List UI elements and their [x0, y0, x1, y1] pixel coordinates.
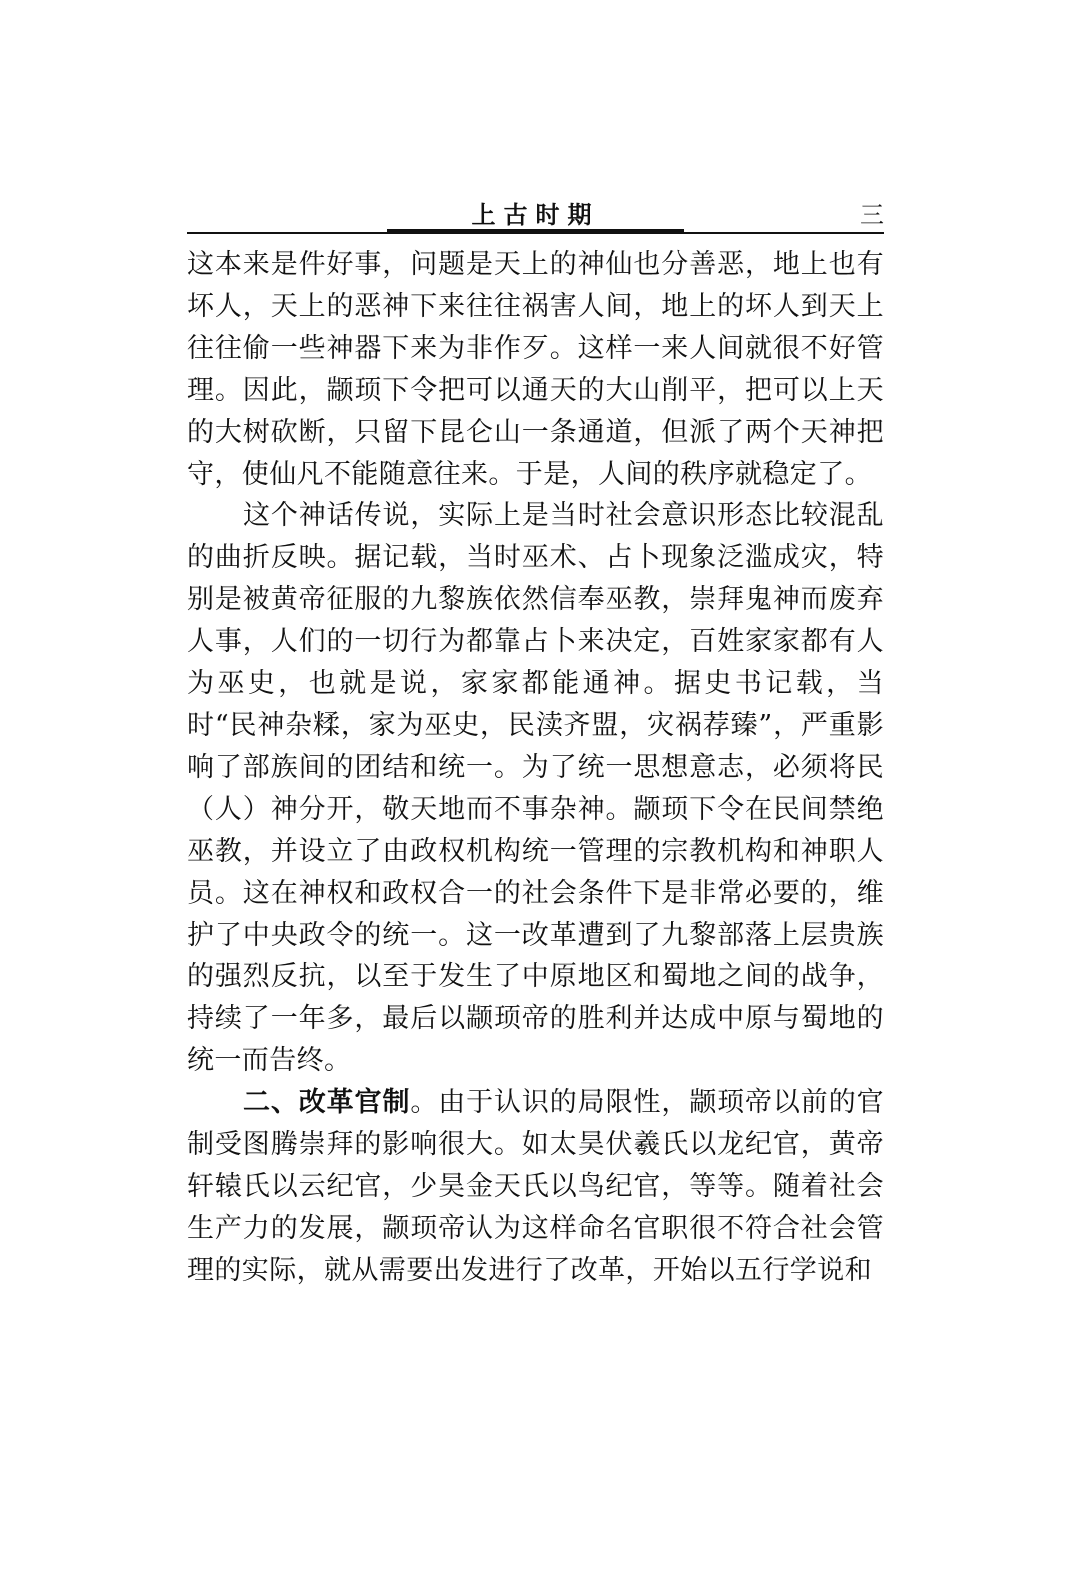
head-rule-thin	[187, 232, 884, 234]
section-heading: 二、改革官制	[243, 1087, 411, 1119]
page-number: 三	[860, 201, 884, 229]
paragraph-1: 这本来是件好事，问题是天上的神仙也分善恶，地上也有坏人，天上的恶神下来往往祸害人间，地上的坏人到天上往往偷一些神器下来为非作歹。这样一来人间就很不好管理。因此，颛顼下令把可以通天的大山削平，把可以上天的大树砍断，只留下昆仑山一条通道，但派了两个天神把守，使仙凡不能随意往来。于是，人间的秩序就稳定了。	[187, 249, 884, 490]
body-text	[187, 244, 884, 1292]
running-head-title: 上古时期	[471, 200, 600, 229]
paragraph-2: 这个神话传说，实际上是当时社会意识形态比较混乱的曲折反映。据记载，当时巫术、占卜现象泛滥成灾，特别是被黄帝征服的九黎族依然信奉巫教，崇拜鬼神而废弃人事，人们的一切行为都靠占卜来决定，百姓家家都有人为巫史，也就是说，家家都能通神。据史书记载，当时“民神杂糅，家为巫史，民渎齐盟，灾祸荐臻”，严重影响了部族间的团结和统一。为了统一思想意志，必须将民（人）神分开，敬天地而不事杂神。颛顼下令在民间禁绝巫教，并设立了由政权机构统一管理的宗教机构和神职人员。这在神权和政权合一的社会条件下是非常必要的，维护了中央政令的统一。这一改革遭到了九黎部落上层贵族的强烈反抗，以至于发生了中原地区和蜀地之间的战争，持续了一年多，最后以颛顼帝的胜利并达成中原与蜀地的统一而告终。	[187, 500, 884, 1077]
running-head	[187, 196, 884, 236]
paragraph-3-text: 。由于认识的局限性，颛顼帝以前的官制受图腾崇拜的影响很大。如太昊伏羲氏以龙纪官，黄帝轩辕氏以云纪官，少昊金天氏以鸟纪官，等等。随着社会生产力的发展，颛顼帝认为这样命名官职很不符合社会管理的实际，就从需要出发进行了改革，开始以五行学说和	[187, 1087, 884, 1286]
paragraph-3	[187, 1082, 884, 1292]
